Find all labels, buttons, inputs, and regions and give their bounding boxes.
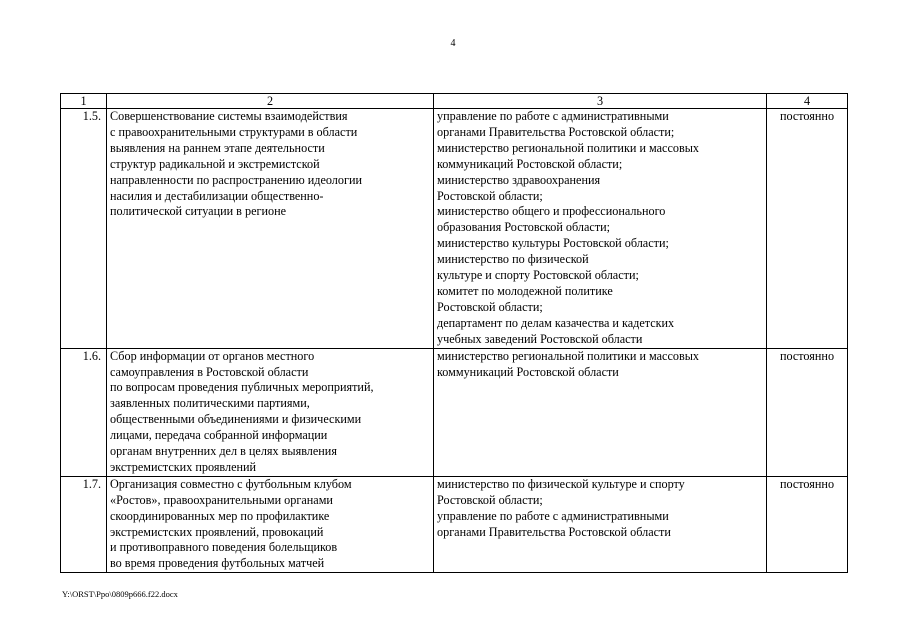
- executor-line: Ростовской области;: [437, 299, 543, 314]
- task-line: Сбор информации от органов местного: [110, 348, 315, 363]
- executor-line: министерство здравоохранения: [437, 172, 601, 187]
- term-cell: постоянно: [767, 476, 848, 572]
- executor-cell: [434, 109, 767, 349]
- term-cell: постоянно: [767, 348, 848, 476]
- task-line: экстремистских проявлений, провокаций: [110, 524, 324, 539]
- column-header-4: 4: [767, 94, 848, 109]
- executor-line: Ростовской области;: [437, 188, 543, 203]
- executor-line: департамент по делам казачества и кадетских: [437, 315, 675, 330]
- row-number: 1.7.: [61, 476, 107, 572]
- measures-table: [60, 93, 848, 573]
- row-number: 1.6.: [61, 348, 107, 476]
- task-line: насилия и дестабилизации общественно-: [110, 188, 324, 203]
- task-line: и противоправного поведения болельщиков: [110, 540, 338, 555]
- task-cell: [107, 109, 434, 349]
- page-number: 4: [450, 38, 456, 49]
- task-line: выявления на раннем этапе деятельности: [110, 140, 325, 155]
- executor-line: министерство региональной политики и массовых: [437, 348, 700, 363]
- executor-line: образования Ростовской области;: [437, 220, 611, 235]
- table-row: [61, 476, 848, 572]
- term-cell: постоянно: [767, 109, 848, 349]
- executor-line: комитет по молодежной политике: [437, 283, 613, 298]
- task-line: структур радикальной и экстремистской: [110, 156, 320, 171]
- table-header-row: [61, 94, 848, 109]
- executor-line: культуре и спорту Ростовской области;: [437, 268, 639, 283]
- task-line: общественными объединениями и физическими: [110, 412, 362, 427]
- executor-cell: [434, 348, 767, 476]
- task-line: с правоохранительными структурами в области: [110, 124, 358, 139]
- task-line: Совершенствование системы взаимодействия: [110, 109, 348, 123]
- task-line: самоуправления в Ростовской области: [110, 364, 309, 379]
- task-line: «Ростов», правоохранительными органами: [110, 492, 333, 507]
- executor-line: министерство региональной политики и массовых: [437, 140, 700, 155]
- executor-line: управление по работе с административными: [437, 508, 669, 523]
- task-line: лицами, передача собранной информации: [110, 428, 328, 443]
- task-line: по вопросам проведения публичных мероприятий,: [110, 380, 374, 395]
- row-number: 1.5.: [61, 109, 107, 349]
- column-header-3: 3: [434, 94, 767, 109]
- task-line: экстремистских проявлений: [110, 459, 257, 474]
- task-line: направленности по распространению идеологии: [110, 172, 363, 187]
- executor-line: министерство культуры Ростовской области;: [437, 236, 669, 251]
- executor-cell: [434, 476, 767, 572]
- executor-line: учебных заведений Ростовской области: [437, 331, 643, 346]
- executor-line: управление по работе с административными: [437, 109, 669, 123]
- table-row: [61, 109, 848, 349]
- executor-line: коммуникаций Ростовской области;: [437, 156, 623, 171]
- task-line: во время проведения футбольных матчей: [110, 556, 325, 571]
- column-header-2: 2: [107, 94, 434, 109]
- table-row: [61, 348, 848, 476]
- executor-line: органами Правительства Ростовской области: [437, 524, 671, 539]
- task-line: скоординированных мер по профилактике: [110, 508, 330, 523]
- task-line: заявленных политическими партиями,: [110, 396, 310, 411]
- executor-line: министерство по физической культуре и спорту: [437, 476, 685, 491]
- task-line: Организация совместно с футбольным клубом: [110, 476, 352, 491]
- executor-line: министерство общего и профессионального: [437, 204, 666, 219]
- task-cell: [107, 348, 434, 476]
- executor-line: органами Правительства Ростовской области;: [437, 124, 675, 139]
- column-header-1: 1: [61, 94, 107, 109]
- executor-line: Ростовской области;: [437, 492, 543, 507]
- task-line: политической ситуации в регионе: [110, 204, 287, 219]
- executor-line: министерство по физической: [437, 252, 589, 267]
- task-cell: [107, 476, 434, 572]
- task-line: органам внутренних дел в целях выявления: [110, 444, 337, 459]
- executor-line: коммуникаций Ростовской области: [437, 364, 619, 379]
- document-file-path: Y:\ORST\Ppo\0809p666.f22.docx: [62, 589, 178, 599]
